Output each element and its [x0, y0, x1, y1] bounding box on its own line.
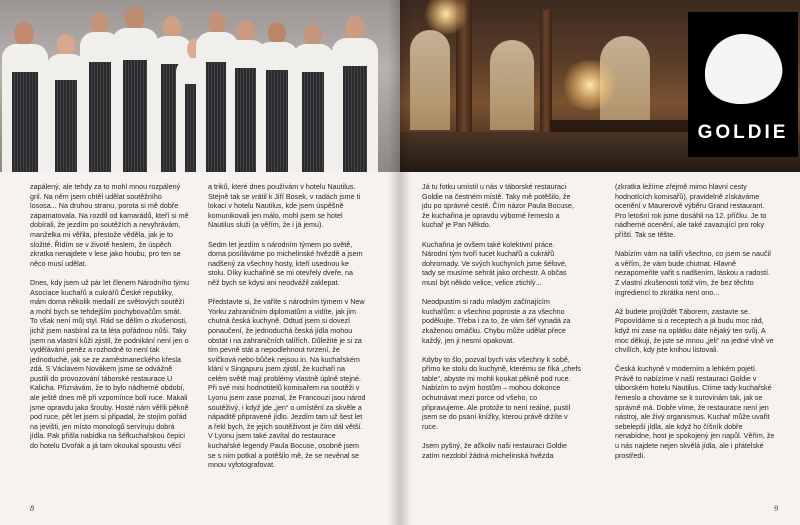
paragraph: Neodpustím si radu mladým začínajícím kuchařům: o všechno poproste a za všechno poděkujte. Třeba i za to, že vám šéf vynadá za zkaženou omáčku. Chybu může udělat přece každý, jen ji nesmí opakovat.: [422, 297, 571, 345]
goldie-logo: [688, 12, 798, 157]
restaurant-interior-photo: [400, 0, 800, 172]
paragraph: Česká kuchyně v moderním a lehkém pojetí. Právě to nabízíme v naší restauraci Goldie v táborském hotelu Nautilus. Ctíme tady kuchařské řemeslo a chováme se k surovinám tak, jak se správně má. Dobře víme, že restaurace není jen nástroj, ale živý organismus. Kuchař může uvařit sebelepší jídla, ale když ho číšník dobře nenabídne, host je spokojený jen napůl. Věřím, že u nás najdete nejen skvělá jídla, ale i přátelské prostředí.: [615, 364, 775, 460]
paragraph: Sedm let jezdím s národním týmem po světě, doma posíláváme po michelinské hvězdě a jsem nadšený za všechny hosty, kteří usednou ke stolu. Díky kuchařině se mi otevřely dveře, na něž bych se kdysi ani neodvážil zaklepat.: [208, 239, 363, 287]
chef-team-photo: [0, 0, 400, 172]
paragraph: Kdyby to šlo, pozval bych vás všechny k sobě, přímo ke stolu do kuchyně, kterému se říká „chefs table“, abyste mi mohli koukat pěkně pod ruce. Nabízím to svým hostům – mohou dokonce ochutnávat mezi porce od všeho, co připravujeme. Ale protože to není reálné, pustil jsem se do psaní knížky, kterou právě držíte v ruce.: [422, 354, 581, 431]
paragraph: Dnes, kdy jsem už pár let členem Národního týmu Asociace kuchařů a cukrářů České republiky, mám doma několik medailí ze světových soutěží a mohl bych se tehdejším pochybovačům smát. To však není můj styl. Rád se dělím o zkušenosti, jichž jsem nasbíral za ta léta pořádnou nůši. Taky jsem na vlastní kůži zjistil, že podnikání není jen o vydělávání peněz a rozhodně to není tak jednoduché, jak se ze zaměstnaneckého křesla zdá. S Václavem Novákem jsme se odvážně pustili do provozování táborské restaurace U Kalicha. Přiznávám, že to bylo nádherné období, ale ještě dnes mě při vzpomínce bolí ruce. Makali jsme opravdu jako šrouby. Hosté nám věřili pěkně pod ruce, pět let jsem si připadal, že stojím pořád na jevišti, jen místo monologů servíruju dobrá jídla. Pak přišla nabídka na šéfkuchařskou čepici do hotelu Dvořák a já tam okoukal spoustu věcí: [30, 277, 189, 451]
logo-text: GOLDIE: [697, 122, 789, 143]
paragraph: (zkratka ležíme zřejmě mimo hlavní cesty hodnotících komisařů), pravidelně získáváme ocenění v Maurerově výběru Grand restaurant. Pro letošní rok jsme dosáhli na 12. příčku. Je to nádherné ocenění, ale také zavazující pro roky příští. Tak se těšte.: [615, 182, 767, 239]
right-page-column-1: [422, 182, 582, 470]
egg-logo-icon: [699, 28, 788, 110]
paragraph: a triků, které dnes používám v hotelu Nautilus. Stejně tak se vrátil k Jiří Bosek, v radách jsme ti lokaci v hotelu Nautilus, kde jsem úspěšně komunikovali jen málo, mohl jsem se hotel Nautilus služi (a věřím, že i já jemu).: [208, 182, 361, 230]
page-number-left: 8: [30, 504, 34, 513]
paragraph: Až budete projíždět Táborem, zastavte se. Popovídáme si o receptech a já budu moc rád, když mi zase na oplátku dáte nějaký ten svůj. A moc děkuji, že jste se mnou „jeli“ na jedné vlně ve chvílích, kdy jste knihou listovali.: [615, 306, 774, 355]
paragraph: Představte si, že vaříte s národním týmem v New Yorku zahraničním diplomatům a vidíte, jak jim chutná česká kuchyně. Odtud jsem si dovezl ponaučení, že jednoduchá česká jídla mohou obstát i na zahraničních talířích. Důležité je si za tím pevně stát a nepodlehnout tvrzení, že svíčková nebo bůček nejsou in. Na kuchařském klání v Singapuru jsem zjistil, že kuchaři na celém světě mají problémy vlastně úplně stejné. Při své misi hodnotitelů komisařem na soutěži v Lyonu jsem zase poznal, že Francouzi jsou národ soutěživý, i když jde „jen“ o umístění za skvěle a nápaditě připravené jídlo. Jezdím tam už šest let a řekl bych, že jejich soutěživost je čím dál větší. V Lyonu jsem také zavítal do restaurace kuchařské legendy Paula Bocuse, osobně jsem se s ním potkal a potěšilo mě, že se nevěnal se mnou vyfotografovat.: [208, 297, 366, 470]
right-page-column-2: [615, 182, 775, 470]
left-page-column-2: [208, 182, 366, 479]
page-number-right: 9: [774, 504, 778, 513]
paragraph: Já tu fotku umístil u nás v táborské restauraci Goldie na čestném místě. Taky mě potěšilo, že jdu po správné cestě. Čím názor Paula Bocuse, že kuchařina je opravdu výborné řemeslo a kuchař je Pan Někdo.: [422, 182, 574, 230]
paragraph: Kuchařina je ovšem také kolektivní práce. Národní tým tvoří tucet kuchařů a cukrářů dohromady. Ve svých kuchyních jsme šéfové, tady se musíme sehrát jako orchestr. A občas musí být někdo velice, velice ztichlý...: [422, 239, 567, 287]
paragraph: Nabízím vám na talíři všechno, co jsem se naučil a věřím, že vám bude chutnat. Hlavně nezapomeňte vařit s nadšením, láskou a radostí. Z vlastní zkušenosti totiž vím, že bez těchto ingrediencí to zkrátka není ono...: [615, 249, 771, 297]
right-page: [400, 0, 800, 525]
left-page-column-1: [30, 182, 190, 460]
paragraph: Jsem pyšný, že ačkoliv naši restauraci Goldie zatím nezdobí žádná michelinská hvězda: [422, 441, 568, 460]
paragraph: zapálený, ale tehdy za to mohl mnou rozpálený gril. Na něm jsem chtěl udělat soutěžního lososa... Na druhou stranu, porota si mě dobře zapamatovala. Na rozdíl od kamarádů, kteří si mě dobírali, že jezdím po soutěžích a nevyhrávám, manželka mi věřila, přestože věděla, jak je to složité. Řídím se v životě heslem, že úspěch zkratka nenajdete v lese jako houbu, pro ten se něco musí udělat.: [30, 182, 189, 268]
